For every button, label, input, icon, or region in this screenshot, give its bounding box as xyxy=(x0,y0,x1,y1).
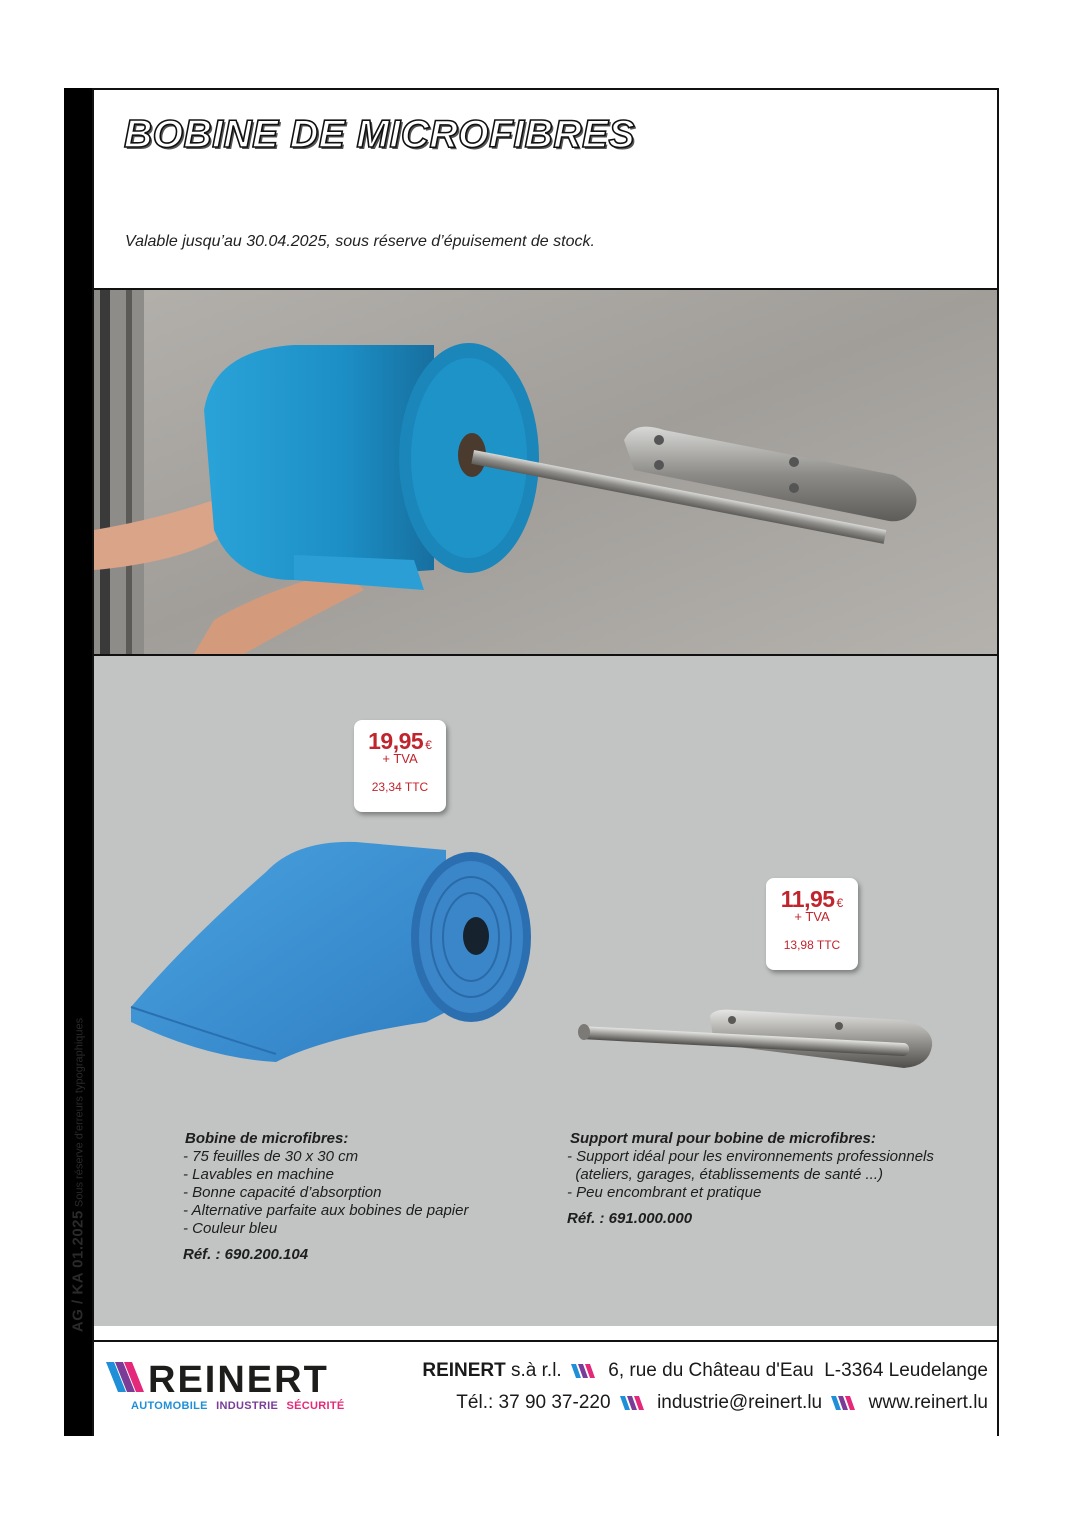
product-reference: Réf. : 690.200.104 xyxy=(183,1246,309,1263)
feature-item: - Support idéal pour les environnements professionnels xyxy=(567,1148,934,1165)
price-currency: € xyxy=(425,738,432,752)
feature-item: - 75 feuilles de 30 x 30 cm xyxy=(183,1148,359,1165)
separator-stripes-icon xyxy=(571,1364,599,1378)
company-address: 6, rue du Château d'Eau L-3364 Leudelange xyxy=(608,1360,988,1381)
product-reference: Réf. : 691.000.000 xyxy=(567,1210,693,1227)
price-value: 11,95 xyxy=(780,886,835,912)
reinert-logo xyxy=(106,1358,356,1403)
microfiber-roll-image xyxy=(126,832,536,1062)
company-form: s.à r.l. xyxy=(505,1360,562,1381)
feature-item: - Peu encombrant et pratique xyxy=(567,1184,762,1201)
tagline-securite: SÉCURITÉ xyxy=(286,1400,345,1412)
wall-holder-image xyxy=(574,1006,939,1076)
contact-address-line xyxy=(422,1360,988,1382)
separator-stripes-icon xyxy=(620,1396,648,1410)
price-tva: + TVA xyxy=(794,909,830,924)
product-heading: Bobine de microfibres: xyxy=(185,1130,349,1147)
hero-photo xyxy=(94,288,997,656)
price-ttc: 23,34 TTC xyxy=(371,780,429,794)
company-email-link[interactable]: industrie@reinert.lu xyxy=(657,1392,823,1413)
feature-item: - Alternative parfaite aux bobines de papier xyxy=(183,1202,469,1219)
logo-tagline xyxy=(131,1400,344,1412)
price-ttc: 13,98 TTC xyxy=(783,938,841,952)
logo-text: REINERT xyxy=(148,1359,329,1398)
feature-item: - Lavables en machine xyxy=(183,1166,334,1183)
company-website-link[interactable]: www.reinert.lu xyxy=(868,1392,988,1413)
page-title: BOBINE DE MICROFIBRES xyxy=(124,113,636,156)
price-currency: € xyxy=(836,896,844,910)
separator-stripes-icon xyxy=(831,1396,859,1410)
company-name: REINERT xyxy=(422,1360,506,1381)
tagline-automobile: AUTOMOBILE xyxy=(131,1400,208,1412)
price-tva: + TVA xyxy=(382,751,418,766)
contact-info-line xyxy=(456,1392,988,1414)
feature-item: - Bonne capacité d’absorption xyxy=(183,1184,382,1201)
feature-item: (ateliers, garages, établissements de santé ...) xyxy=(567,1166,883,1183)
sidebar-note: Sous réserve d'erreurs typographiques xyxy=(73,1017,86,1208)
price-tag-holder xyxy=(766,878,858,970)
product-heading: Support mural pour bobine de microfibres: xyxy=(570,1130,876,1147)
price-tag-roll xyxy=(354,720,446,812)
product-description-holder xyxy=(567,1130,934,1228)
validity-note: Valable jusqu’au 30.04.2025, sous réserve d’épuisement de stock. xyxy=(125,233,595,250)
company-phone: Tél.: 37 90 37-220 xyxy=(456,1392,611,1413)
sidebar-code: AG / KA 01.2025 Sous réserve d'erreurs typographiques xyxy=(69,1017,87,1333)
tagline-industrie: INDUSTRIE xyxy=(216,1400,279,1412)
product-description-roll xyxy=(183,1130,468,1264)
feature-item: - Couleur bleu xyxy=(183,1220,278,1237)
price-value: 19,95 xyxy=(368,728,424,754)
